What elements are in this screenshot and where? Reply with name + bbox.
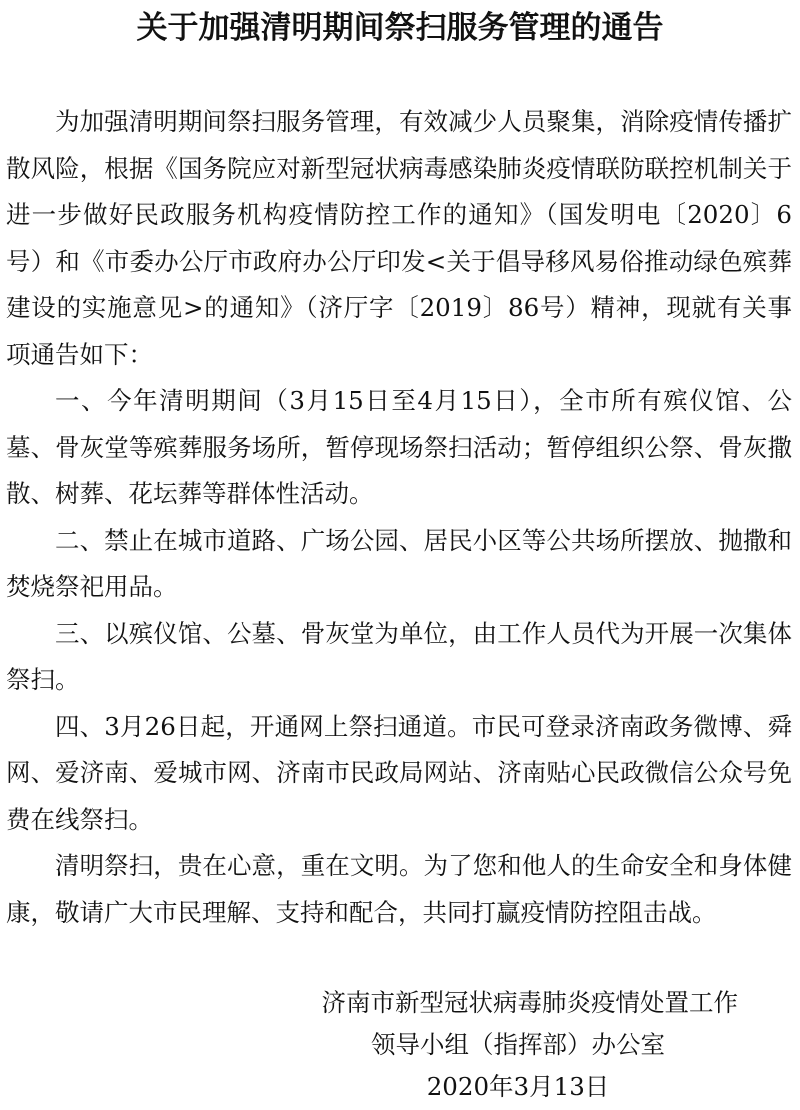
signature-org-line-2: 领导小组（指挥部）办公室 [371, 1030, 665, 1059]
paragraph-item-2: 二、禁止在城市道路、广场公园、居民小区等公共场所摆放、抛撒和焚烧祭祀用品。 [6, 525, 792, 601]
paragraph-item-1: 一、今年清明期间（3月15日至4月15日），全市所有殡仪馆、公墓、骨灰堂等殡葬服务场所，暂停现场祭扫活动；暂停组织公祭、骨灰撒散、树葬、花坛葬等群体性活动。 [6, 386, 792, 508]
paragraph-closing: 清明祭扫，贵在心意，重在文明。为了您和他人的生命安全和身体健康，敬请广大市民理解、支持和配合，共同打赢疫情防控阻击战。 [6, 851, 792, 927]
signature-block [258, 982, 738, 1108]
paragraph-intro: 为加强清明期间祭扫服务管理，有效减少人员聚集，消除疫情传播扩散风险，根据《国务院应对新型冠状病毒感染肺炎疫情联防联控机制关于进一步做好民政服务机构疫情防控工作的通知》（国发明电〔2020〕6号）和《市委办公厅市政府办公厅印发<关于倡导移风易俗推动绿色殡葬建设的实施意见>的通知》（济厅字〔2019〕86号）精神，现就有关事项通告如下： [6, 107, 792, 369]
signature-date: 2020年3月13日 [426, 1072, 610, 1101]
paragraph-item-4: 四、3月26日起，开通网上祭扫通道。市民可登录济南政务微博、舜网、爱济南、爱城市网、济南市民政局网站、济南贴心民政微信公众号免费在线祭扫。 [6, 711, 792, 834]
notice-body [6, 99, 792, 936]
paragraph-item-3: 三、以殡仪馆、公墓、骨灰堂为单位，由工作人员代为开展一次集体祭扫。 [6, 618, 792, 694]
document-title: 关于加强清明期间祭扫服务管理的通告 [136, 10, 664, 46]
signature-org-line-1: 济南市新型冠状病毒肺炎疫情处置工作 [321, 988, 738, 1017]
